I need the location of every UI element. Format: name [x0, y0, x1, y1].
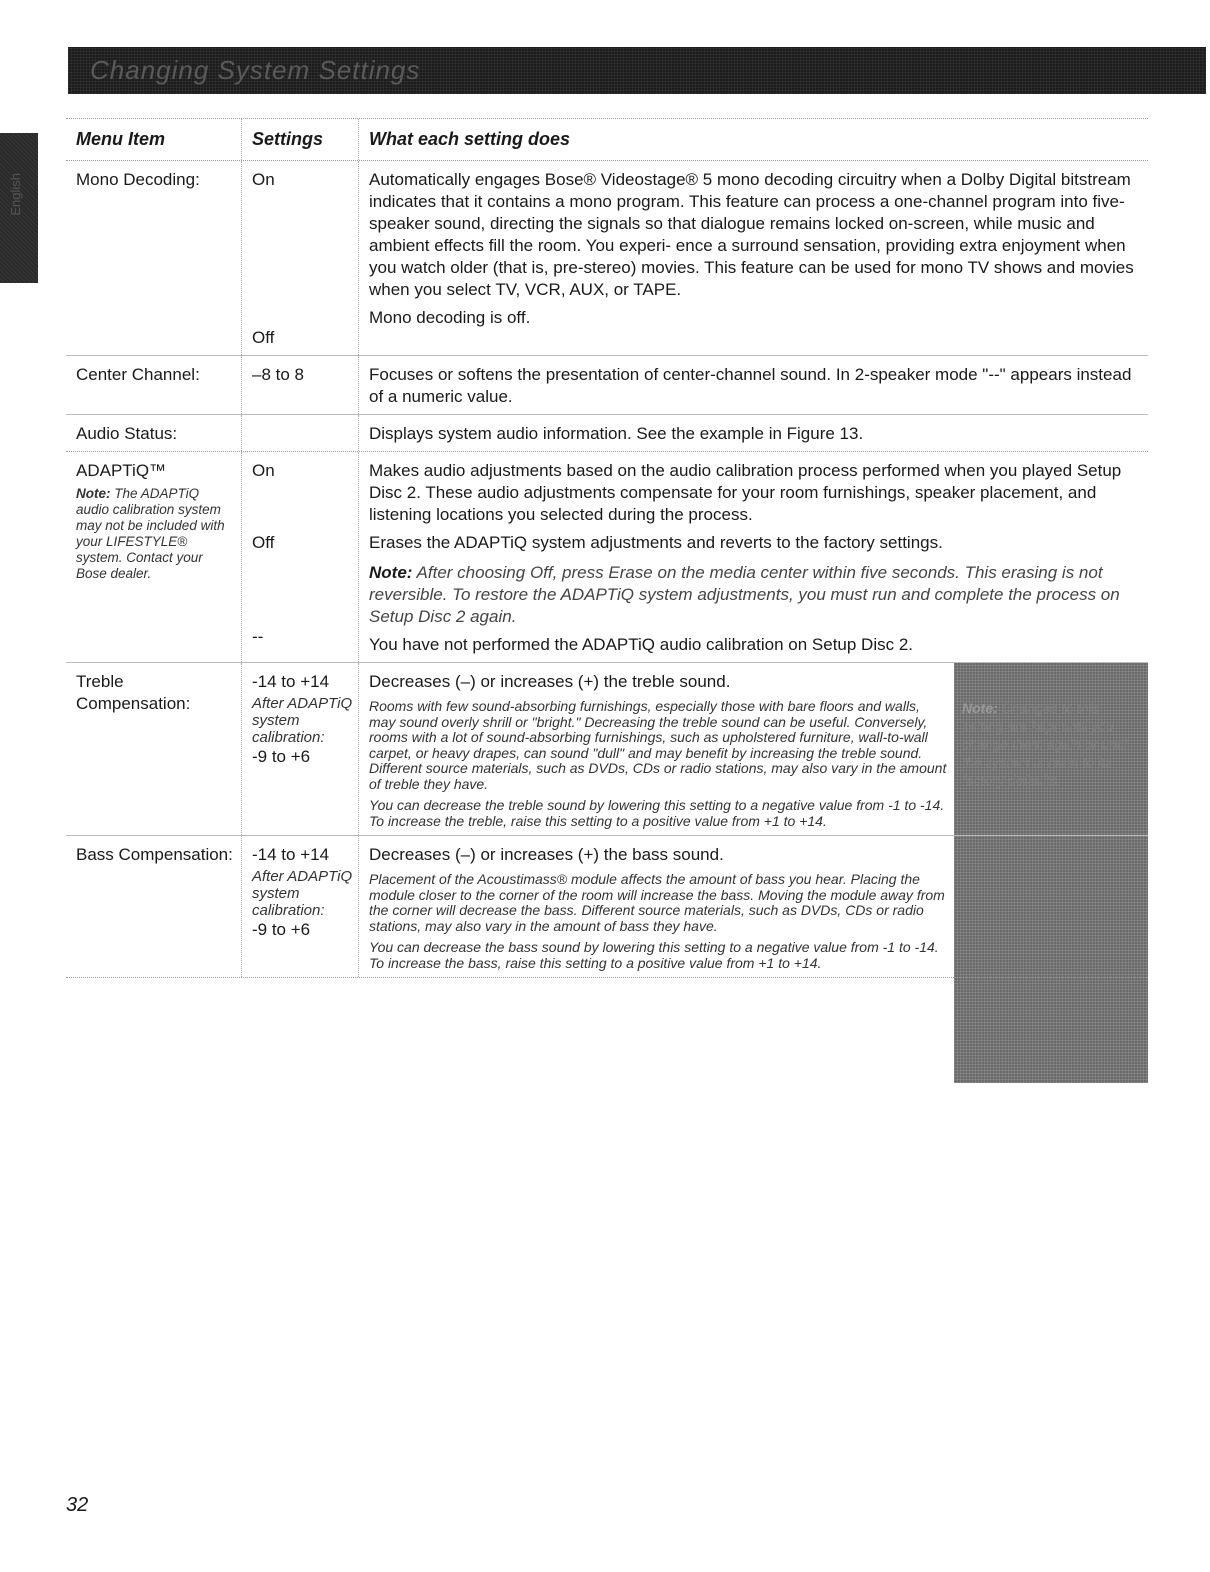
- side-note-text: Changes to this setting are kept until you change them again or until the system is reset to its factory defaults.: [962, 700, 1127, 788]
- header-settings: Settings: [242, 119, 359, 160]
- audio-status-setting: [242, 415, 359, 451]
- adaptiq-item-cell: [66, 452, 242, 662]
- treble-desc: Decreases (–) or increases (+) the treble sound.: [369, 672, 731, 691]
- table-row-adaptiq: [66, 452, 1148, 663]
- mono-description: [359, 161, 1148, 355]
- adaptiq-settings: [242, 452, 359, 662]
- adaptiq-description: [359, 452, 1148, 662]
- page-number: 32: [66, 1494, 89, 1516]
- adaptiq-off-note: [369, 562, 1142, 628]
- treble-item: Treble Compensation:: [66, 663, 242, 835]
- bass-settings: [242, 836, 359, 977]
- center-desc: Focuses or softens the presentation of center-channel sound. In 2-speaker mode "--" appears instead of a numeric value.: [369, 365, 1132, 406]
- adaptiq-item-note: [76, 486, 226, 582]
- treble-after-range: -9 to +6: [252, 747, 311, 766]
- section-banner: [68, 47, 1206, 94]
- treble-after-label: After ADAPTiQ system calibration:: [252, 695, 353, 746]
- mono-on-label: On: [252, 170, 275, 189]
- adaptiq-item: ADAPTiQ™: [76, 461, 167, 480]
- table-row-treble: [66, 663, 1148, 836]
- treble-range: -14 to +14: [252, 672, 330, 691]
- bass-detail-2: You can decrease the bass sound by lowering this setting to a negative value from -1 to -14. To increase the bass, raise this setting to a positive value from +1 to +14.: [369, 939, 939, 971]
- adaptiq-off-desc: Erases the ADAPTiQ system adjustments and reverts to the factory settings.: [369, 533, 943, 552]
- settings-table: [66, 118, 1148, 978]
- table-row-mono: [66, 161, 1148, 356]
- adaptiq-off-note-label: Note:: [369, 563, 413, 582]
- adaptiq-item-note-label: Note:: [76, 486, 111, 501]
- language-tab: [0, 133, 38, 283]
- table-row-center: [66, 356, 1148, 415]
- center-setting: –8 to 8: [242, 356, 359, 414]
- mono-off-label: Off: [252, 328, 275, 347]
- table-header-row: [66, 119, 1148, 161]
- mono-on-desc: Automatically engages Bose® Videostage® 5 mono decoding circuitry when a Dolby Digital bitstream indicates that it contains a mono program. This feature can process a one-channel program into five-speaker sound, directing the signals so that dialogue remains locked on-screen, while music and ambient effects fill the room. You experi- ence a surround sensation, providing extra enjoyment when you watch older (that is, pre-stereo) movies. This feature can be used for mono TV shows and movies when you select TV, VCR, AUX, or TAPE.: [369, 170, 1134, 299]
- bass-desc: Decreases (–) or increases (+) the bass sound.: [369, 845, 724, 864]
- adaptiq-item-note-text: The ADAPTiQ audio calibration system may not be included with your LIFESTYLE® system. Contact your Bose dealer.: [76, 486, 225, 581]
- side-note-label: Note:: [962, 700, 998, 716]
- adaptiq-off-note-text: After choosing Off, press Erase on the media center within five seconds. This erasing is not reversible. To restore the ADAPTiQ system adjustments, you must run and complete the process on Setup Disc 2 again.: [369, 563, 1120, 626]
- mono-off-desc: Mono decoding is off.: [369, 308, 531, 327]
- bass-range: -14 to +14: [252, 845, 330, 864]
- bass-after-range: -9 to +6: [252, 920, 311, 939]
- header-menu-item: Menu Item: [66, 119, 242, 160]
- bass-after-label: After ADAPTiQ system calibration:: [252, 868, 353, 919]
- bass-description: [359, 836, 1148, 977]
- treble-detail-2: You can decrease the treble sound by lowering this setting to a negative value from -1 to -14. To increase the treble, raise this setting to a positive value from +1 to +14.: [369, 797, 945, 829]
- center-item: Center Channel:: [66, 356, 242, 414]
- adaptiq-dash-label: --: [252, 627, 264, 646]
- language-tab-label: English: [8, 173, 23, 216]
- treble-detail-1: Rooms with few sound-absorbing furnishings, especially those with bare floors and walls, may sound overly shrill or "bright." Decreasing the treble sound can be useful. Conversely, rooms with a lot of sound-absorbing furnishings, such as upholstered furniture, wall-to-wall carpet, or heavy drapes, can sound "dull" and may benefit by increasing the treble sound. Different source materials, such as DVDs, CDs or radio stations, may also vary in the amount of treble they have.: [369, 698, 947, 792]
- compensation-block: [66, 663, 1148, 978]
- bass-item: Bass Compensation:: [66, 836, 242, 977]
- table-row-audio-status: [66, 415, 1148, 452]
- mono-item: Mono Decoding:: [66, 161, 242, 355]
- treble-settings: [242, 663, 359, 835]
- bass-detail-1: Placement of the Acoustimass® module affects the amount of bass you hear. Placing the module closer to the corner of the room will increase the bass. Moving the module away from the corner will decrease the bass. Different source materials, such as DVDs, CDs or radio stations, may also vary in the amount of bass they have.: [369, 871, 945, 934]
- mono-settings: [242, 161, 359, 355]
- adaptiq-on-label: On: [252, 461, 275, 480]
- adaptiq-on-desc: Makes audio adjustments based on the audio calibration process performed when you played Setup Disc 2. These audio adjustments compensate for your room furnishings, speaker placement, and listening locations you selected during the process.: [369, 461, 1122, 524]
- audio-status-desc: Displays system audio information. See the example in Figure 13.: [369, 424, 864, 443]
- treble-description: [359, 663, 1148, 835]
- table-row-bass: [66, 836, 1148, 978]
- adaptiq-dash-desc: You have not performed the ADAPTiQ audio calibration on Setup Disc 2.: [369, 635, 914, 654]
- adaptiq-off-label: Off: [252, 533, 275, 552]
- audio-status-item: Audio Status:: [66, 415, 242, 451]
- header-description: What each setting does: [369, 129, 571, 149]
- section-title: Changing System Settings: [90, 55, 421, 85]
